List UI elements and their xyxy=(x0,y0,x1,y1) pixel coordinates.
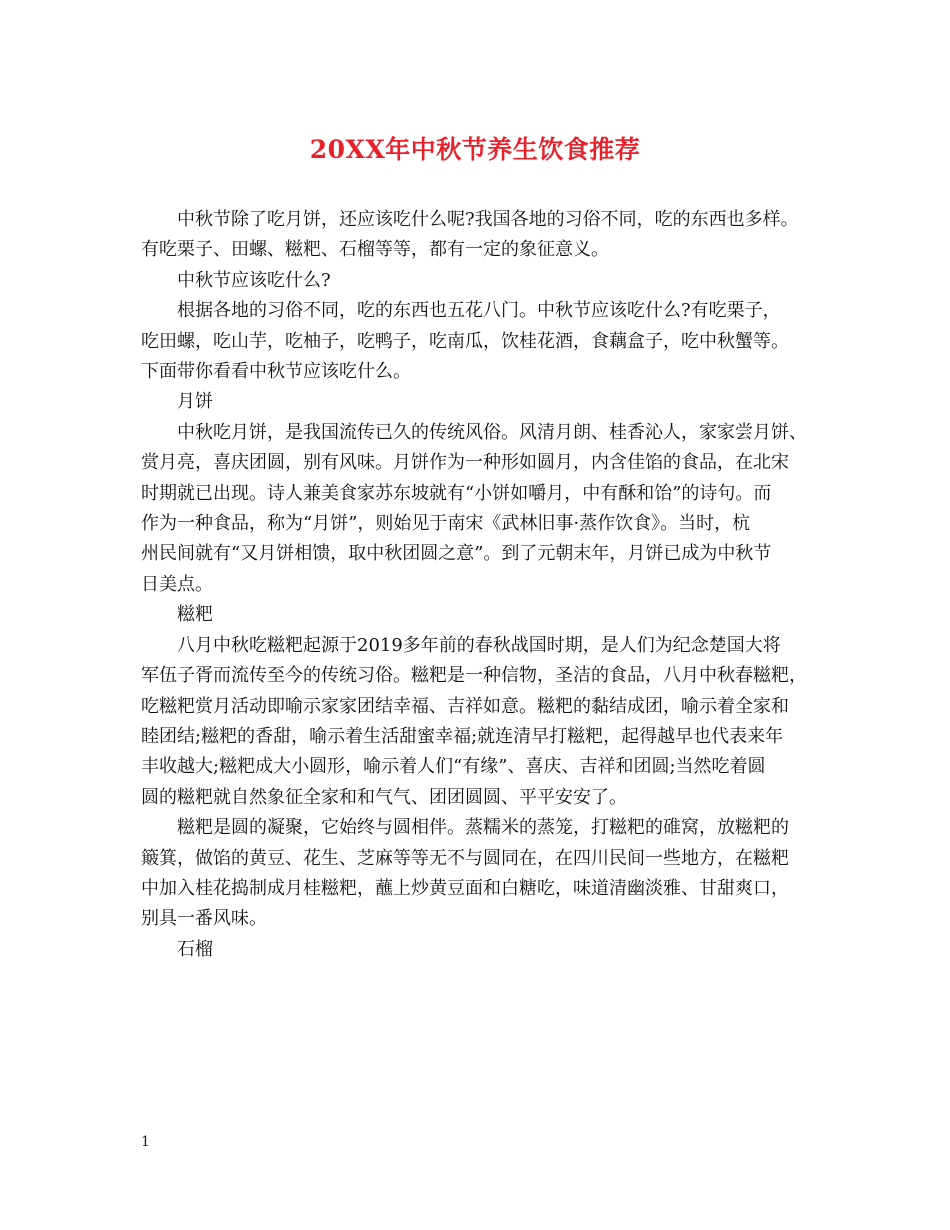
paragraph-line: 丰收越大;糍粑成大小圆形，喻示着人们“有缘”、喜庆、吉祥和团圆;当然吃着圆 xyxy=(141,756,766,778)
section-heading: 月饼 xyxy=(177,391,213,413)
paragraph-line: 作为一种食品，称为“月饼”，则始见于南宋《武林旧事·蒸作饮食》。当时，杭 xyxy=(141,513,751,535)
section-heading: 中秋节应该吃什么? xyxy=(177,269,331,291)
paragraph-line: 下面带你看看中秋节应该吃什么。 xyxy=(141,361,411,383)
paragraph-line: 中秋吃月饼，是我国流传已久的传统风俗。风清月朗、桂香沁人，家家尝月饼、 xyxy=(177,421,807,443)
paragraph-line: 睦团结;糍粑的香甜，喻示着生活甜蜜幸福;就连清早打糍粑，起得越早也代表来年 xyxy=(141,725,784,747)
paragraph-line: 吃田螺，吃山芋，吃柚子，吃鸭子，吃南瓜，饮桂花酒，食藕盒子，吃中秋蟹等。 xyxy=(141,330,789,352)
paragraph-line: 中加入桂花捣制成月桂糍粑，蘸上炒黄豆面和白糖吃，味道清幽淡雅、甘甜爽口， xyxy=(141,877,789,899)
paragraph-line: 糍粑是圆的凝聚，它始终与圆相伴。蒸糯米的蒸笼，打糍粑的碓窝，放糍粑的 xyxy=(177,817,789,839)
paragraph-line: 别具一番风味。 xyxy=(141,908,267,930)
document-body xyxy=(141,205,813,965)
section-heading: 石榴 xyxy=(177,938,213,960)
paragraph-line: 赏月亮，喜庆团圆，别有风味。月饼作为一种形如圆月，内含佳馅的食品，在北宋 xyxy=(141,452,789,474)
paragraph-line: 军伍子胥而流传至今的传统习俗。糍粑是一种信物，圣洁的食品，八月中秋春糍粑， xyxy=(141,665,807,687)
paragraph-line: 八月中秋吃糍粑起源于2019多年前的春秋战国时期，是人们为纪念楚国大将 xyxy=(177,634,781,656)
paragraph-line: 时期就已出现。诗人兼美食家苏东坡就有“小饼如嚼月，中有酥和饴”的诗句。而 xyxy=(141,482,772,504)
paragraph-line: 中秋节除了吃月饼，还应该吃什么呢?我国各地的习俗不同，吃的东西也多样。 xyxy=(177,209,799,230)
paragraph-line: 簸箕，做馅的黄豆、花生、芝麻等等无不与圆同在，在四川民间一些地方，在糍粑 xyxy=(141,847,789,869)
paragraph-line: 根据各地的习俗不同，吃的东西也五花八门。中秋节应该吃什么?有吃栗子， xyxy=(177,300,781,322)
document-title: 20XX年中秋节养生饮食推荐 xyxy=(309,135,641,164)
paragraph-line: 有吃栗子、田螺、糍粑、石榴等等，都有一定的象征意义。 xyxy=(141,239,609,261)
section-heading: 糍粑 xyxy=(177,604,213,626)
paragraph-line: 圆的糍粑就自然象征全家和和气气、团团圆圆、平平安安了。 xyxy=(141,786,627,808)
paragraph-line: 州民间就有“又月饼相馈，取中秋团圆之意”。到了元朝末年，月饼已成为中秋节 xyxy=(141,543,772,565)
page-number: 1 xyxy=(141,1134,150,1150)
paragraph-line: 日美点。 xyxy=(141,573,213,595)
paragraph-line: 吃糍粑赏月活动即喻示家家团结幸福、吉祥如意。糍粑的黏结成团，喻示着全家和 xyxy=(141,695,789,717)
